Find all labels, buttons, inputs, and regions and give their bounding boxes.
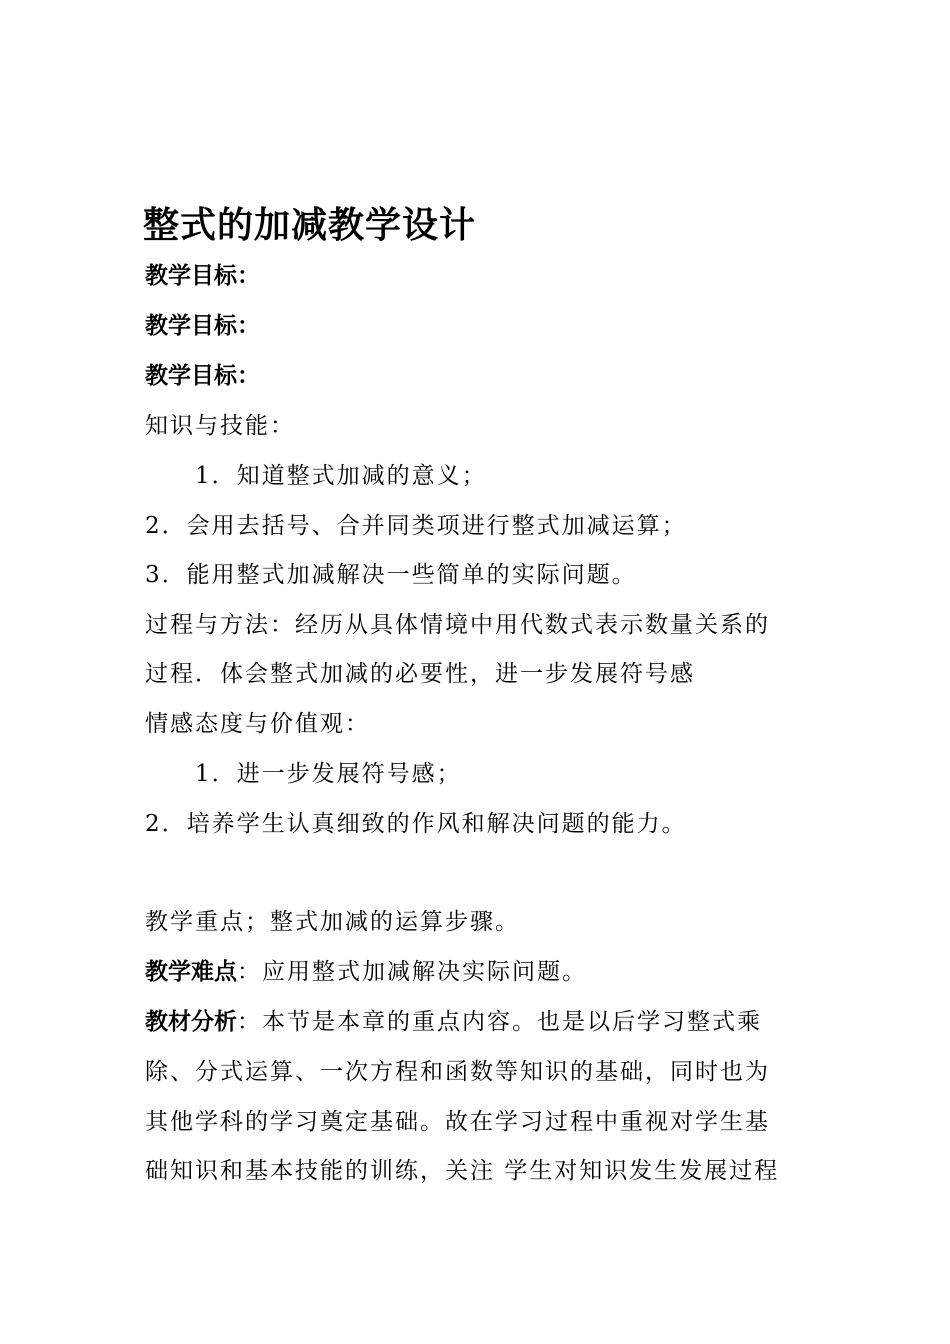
knowledge-skills-heading: 知识与技能：: [145, 413, 295, 439]
process-method-line-1: 过程与方法：经历从具体情境中用代数式表示数量关系的: [145, 612, 770, 638]
objectives-heading-2: 教学目标：: [145, 313, 260, 339]
document-title: 整式的加减教学设计: [143, 205, 477, 246]
emotion-item-1: 1．进一步发展符号感；: [195, 761, 462, 787]
analysis-line-3: 其他学科的学习奠定基础。故在学习过程中重视对学生基: [145, 1109, 770, 1135]
emotion-item-2: 2．培养学生认真细致的作风和解决问题的能力。: [145, 811, 687, 837]
analysis-line-2: 除、分式运算、一次方程和函数等知识的基础，同时也为: [145, 1059, 770, 1085]
knowledge-item-2: 2．会用去括号、合并同类项进行整式加减运算；: [145, 513, 687, 539]
analysis-line-1: [145, 1007, 762, 1037]
key-point: 教学重点；整式加减的运算步骤。: [145, 909, 520, 935]
analysis-text-1: ：本节是本章的重点内容。也是以后学习整式乘: [237, 1009, 762, 1035]
difficulty-line: [145, 957, 587, 987]
process-method-line-2: 过程．体会整式加减的必要性，进一步发展符号感: [145, 661, 695, 687]
objectives-heading-3: 教学目标：: [145, 363, 260, 389]
analysis-line-4: 础知识和基本技能的训练，关注 学生对知识发生发展过程: [145, 1158, 780, 1184]
objectives-heading-1: 教学目标：: [145, 263, 260, 289]
emotion-heading: 情感态度与价值观：: [145, 711, 370, 737]
analysis-label: 教材分析: [145, 1009, 237, 1035]
difficulty-label: 教学难点: [145, 959, 237, 985]
difficulty-text: ：应用整式加减解决实际问题。: [237, 959, 587, 985]
knowledge-item-3: 3．能用整式加减解决一些简单的实际问题。: [145, 562, 637, 588]
knowledge-item-1: 1．知道整式加减的意义；: [195, 463, 487, 489]
